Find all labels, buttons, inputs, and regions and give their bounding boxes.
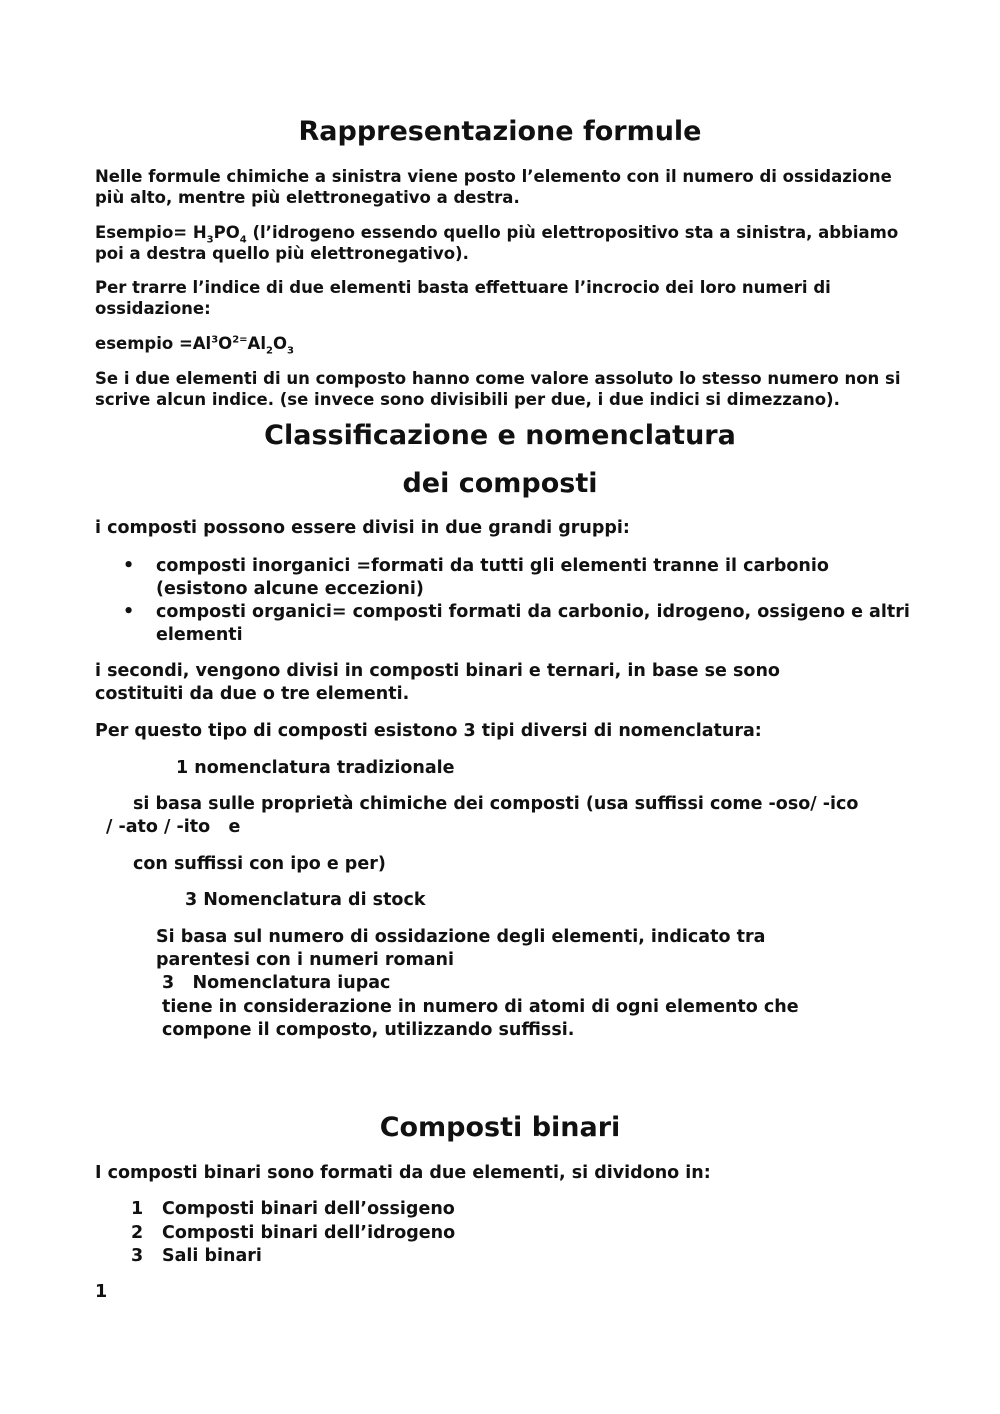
nomenclatura-tradizionale-line2: / -ato / -ito e — [106, 817, 241, 837]
list-number: 2 — [131, 1223, 144, 1243]
nomenclatura-stock-title: 3 Nomenclatura di stock — [185, 890, 426, 910]
paragraph-binari-ternari: i secondi, vengono divisi in composti binari e ternari, in base se sono costituiti da due o tre elementi. — [95, 661, 780, 704]
list-label-idrogeno: Composti binari dell’idrogeno — [162, 1223, 456, 1243]
paragraph-tipi-nomenclatura: Per questo tipo di composti esistono 3 tipi diversi di nomenclatura: — [95, 721, 762, 741]
example-explanation: (l’idrogeno essendo quello più elettropositivo sta a sinistra, abbiamo poi a destra quello più elettronegativo). — [95, 223, 899, 263]
iupac-number: 3 — [162, 973, 175, 993]
formula-h: H — [192, 223, 207, 242]
nomenclatura-stock-text: Si basa sul numero di ossidazione degli elementi, indicato tra parentesi con i numeri romani — [156, 927, 766, 970]
section-title-dei-composti: dei composti — [402, 468, 598, 499]
formula-po: PO — [213, 223, 240, 242]
list-label-sali: Sali binari — [162, 1246, 262, 1266]
paragraph-gruppi: i composti possono essere divisi in due grandi gruppi: — [95, 518, 630, 538]
paragraph-indice: Per trarre l’indice di due elementi basta effettuare l’incrocio dei loro numeri di ossidazione: — [95, 278, 831, 318]
bullet-text-inorganici: composti inorganici =formati da tutti gli elementi tranne il carbonio (esistono alcune eccezioni) — [156, 556, 829, 599]
section-title-classificazione: Classificazione e nomenclatura — [264, 420, 736, 451]
sub-2: 2 — [265, 345, 273, 357]
formula-sub-3: 3 — [206, 234, 214, 246]
sub-3: 3 — [286, 345, 294, 357]
iupac-label: Nomenclatura iupac — [192, 973, 391, 993]
sup-3: 3 — [211, 334, 219, 346]
formula-o2: O — [272, 334, 287, 353]
bullet-text-organici: composti organici= composti formati da carbonio, idrogeno, ossigeno e altri elementi — [156, 602, 910, 645]
example-prefix: Esempio= — [95, 223, 193, 242]
list-item — [123, 601, 923, 647]
paragraph-esempio-h3po4 — [95, 222, 915, 264]
list-item — [123, 555, 923, 601]
list-number: 3 — [131, 1246, 144, 1266]
formula-o: O — [218, 334, 233, 353]
list-item — [131, 1198, 631, 1222]
nomenclatura-tradizionale-line3: con suffissi con ipo e per) — [133, 854, 386, 874]
section-title-composti-binari: Composti binari — [379, 1112, 621, 1143]
nomenclatura-iupac-text: tiene in considerazione in numero di atomi di ogni elemento che compone il composto, utilizzando suffissi. — [162, 997, 799, 1040]
page-number: 1 — [95, 1282, 108, 1302]
formula-al: Al — [247, 334, 266, 353]
bullet-icon: • — [123, 556, 135, 576]
paragraph-esempio-al2o3 — [95, 333, 915, 357]
list-number: 1 — [131, 1199, 144, 1219]
list-label-ossigeno: Composti binari dell’ossigeno — [162, 1199, 455, 1219]
nomenclatura-tradizionale-line1: si basa sulle proprietà chimiche dei composti (usa suffissi come -oso/ -ico — [133, 794, 859, 814]
nomenclatura-iupac-title — [162, 972, 390, 995]
list-item — [131, 1222, 631, 1246]
example2-prefix: esempio =Al — [95, 334, 212, 353]
paragraph-composti-binari: I composti binari sono formati da due elementi, si dividono in: — [95, 1163, 711, 1183]
section-title-rappresentazione: Rappresentazione formule — [298, 116, 702, 147]
formula-sub-4: 4 — [239, 234, 247, 246]
list-item — [131, 1245, 631, 1269]
sup-2: 2= — [232, 334, 248, 346]
paragraph-formule: Nelle formule chimiche a sinistra viene posto l’elemento con il numero di ossidazione più alto, mentre più elettronegativo a destra. — [95, 167, 892, 207]
nomenclatura-tradizionale-title: 1 nomenclatura tradizionale — [176, 758, 455, 778]
bullet-icon: • — [123, 602, 135, 622]
paragraph-indici-uguali: Se i due elementi di un composto hanno come valore assoluto lo stesso numero non si scrive alcun indice. (se invece sono divisibili per due, i due indici si dimezzano). — [95, 369, 901, 409]
